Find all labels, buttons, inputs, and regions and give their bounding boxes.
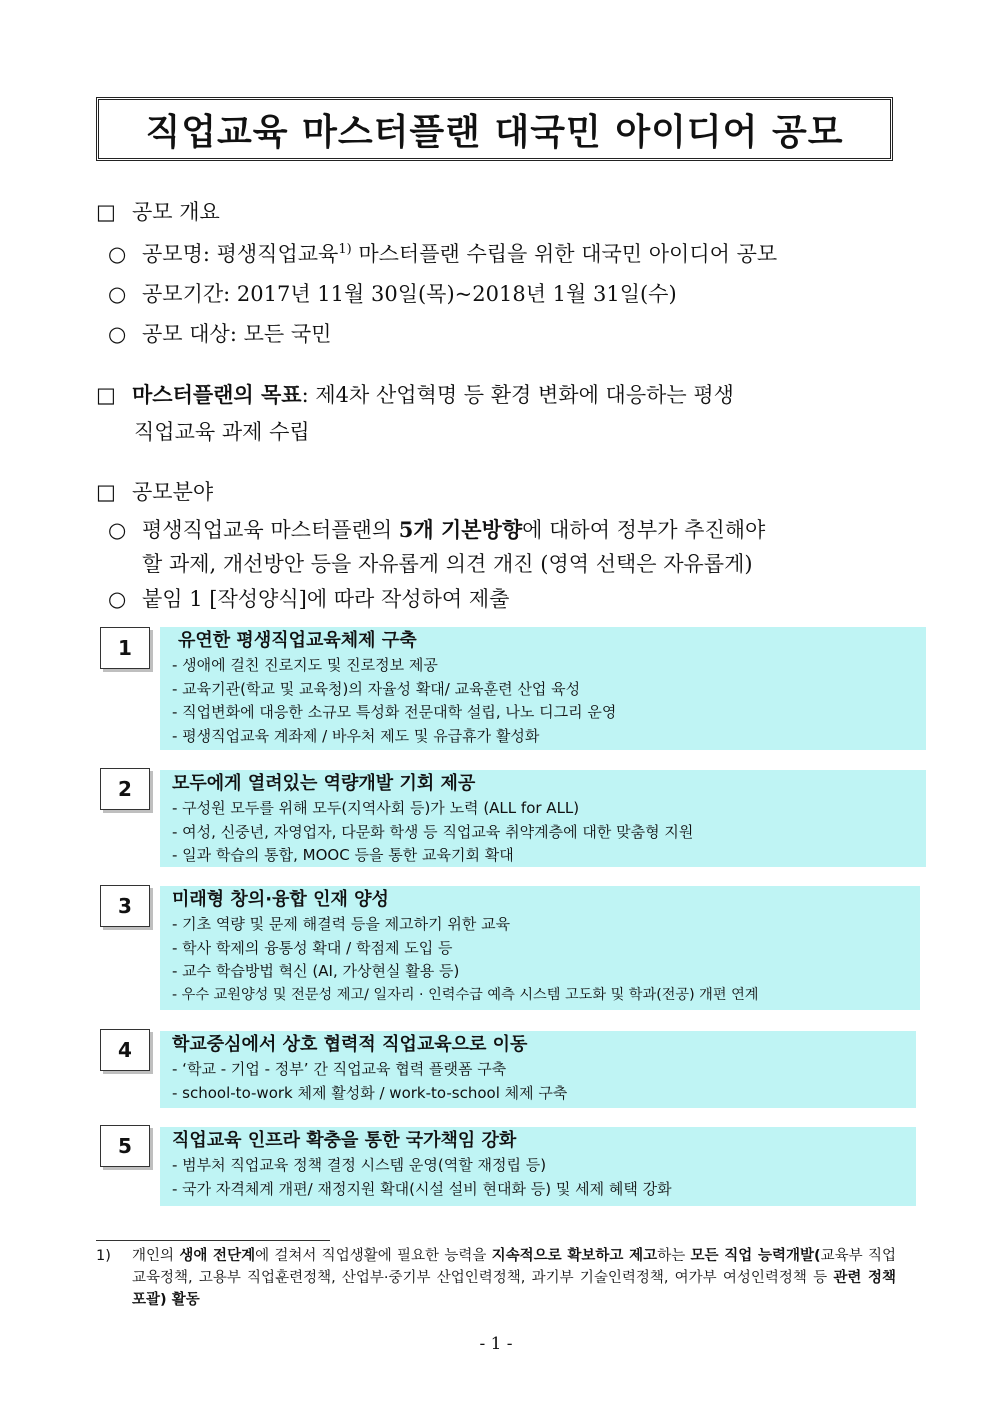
direction-number-badge: 2: [100, 768, 150, 810]
direction-panel-2: [160, 770, 926, 867]
direction-number-badge: 3: [100, 885, 150, 927]
direction-item: - 기초 역량 및 문제 해결력 등을 제고하기 위한 교육: [172, 915, 511, 933]
square-bullet-icon: □: [96, 383, 116, 407]
direction-panel-3: [160, 886, 920, 1010]
direction-item: - 평생직업교육 계좌제 / 바우처 제도 및 유급휴가 활성화: [172, 726, 540, 745]
direction-panel-1: [160, 627, 926, 750]
contest-target-item: ○ 공모 대상: 모든 국민: [108, 322, 332, 346]
contest-name-item: ○ 공모명: 평생직업교육$^{1)}$ 마스터플랜 수립을 위한 대국민 아이디어 공모: [108, 242, 778, 266]
document-title-box: [96, 97, 893, 161]
direction-item: - 국가 자격체계 개편/ 재정지원 확대(시설 설비 현대화 등) 및 세제 혜택 강화: [172, 1179, 672, 1198]
direction-item: - 구성원 모두를 위해 모두(지역사회 등)가 노력 (ALL for ALL): [172, 799, 580, 817]
direction-title: 학교중심에서 상호 협력적 직업교육으로 이동: [172, 1034, 528, 1055]
page-number: - 1 -: [479, 1334, 513, 1354]
direction-item: - 교수 학습방법 혁신 (AI, 가상현실 활용 등): [172, 962, 460, 980]
section-overview-heading: □ 공모 개요: [96, 200, 220, 224]
footnote-text: 개인의 생애 전단계에 걸쳐서 직업생활에 필요한 능력을 지속적으로 확보하고 제고하는 모든 직업 능력개발(교육부 직업교육정책, 고용부 직업훈련정책, 산업부·중기부 산업인력정책, 과기부 기술인력정책, 여가부 여성인력정책 등 관련 정책 포괄) 활동: [132, 1248, 896, 1308]
footnote: [96, 1245, 896, 1311]
direction-item: - 생애에 걸친 진로지도 및 진로정보 제공: [172, 656, 438, 674]
circle-bullet-icon: ○: [108, 587, 127, 611]
direction-title: 유연한 평생직업교육체제 구축: [178, 630, 417, 651]
direction-panel-4: [160, 1031, 916, 1108]
direction-title: 직업교육 인프라 확충을 통한 국가책임 강화: [172, 1130, 517, 1151]
direction-item: - school-to-work 체제 활성화 / work-to-school 체제 구축: [172, 1083, 568, 1102]
masterplan-goal-heading: □ 마스터플랜의 목표: 제4차 산업혁명 등 환경 변화에 대응하는 평생: [96, 382, 734, 407]
direction-item: - 일과 학습의 통합, MOOC 등을 통한 교육기회 확대: [172, 846, 514, 864]
direction-item: - 교육기관(학교 및 교육청)의 자율성 확대/ 교육훈련 산업 육성: [172, 679, 581, 698]
direction-item: - 범부처 직업교육 정책 결정 시스템 운영(역할 재정립 등): [172, 1156, 547, 1174]
direction-panel-5: [160, 1127, 916, 1206]
contest-period-item: ○ 공모기간: 2017년 11월 30일(목)~2018년 1월 31일(수): [108, 282, 677, 306]
field-description-item: ○ 평생직업교육 마스터플랜의 5개 기본방향에 대하여 정부가 추진해야: [108, 517, 766, 542]
submission-item: ○ 붙임 1 [작성양식]에 따라 작성하여 제출: [108, 587, 510, 611]
circle-bullet-icon: ○: [108, 322, 127, 346]
direction-number-badge: 4: [100, 1029, 150, 1071]
direction-item: - 우수 교원양성 및 전문성 제고/ 일자리 · 인력수급 예측 시스템 고도화 및 학과(전공) 개편 연계: [172, 986, 759, 1003]
direction-title: 미래형 창의·융합 인재 양성: [172, 889, 389, 910]
masterplan-goal-continuation: 직업교육 과제 수립: [134, 420, 310, 444]
footnote-ref[interactable]: 1): [338, 242, 352, 257]
square-bullet-icon: □: [96, 200, 116, 224]
footnote-mark: 1): [96, 1248, 111, 1264]
circle-bullet-icon: ○: [108, 282, 127, 306]
direction-number-badge: 1: [100, 627, 150, 669]
direction-item: - 학사 학제의 융통성 확대 / 학점제 도입 등: [172, 938, 453, 957]
footnote-divider: [96, 1240, 330, 1241]
direction-item: - ‘학교 - 기업 - 정부’ 간 직업교육 협력 플랫폼 구축: [172, 1060, 507, 1078]
direction-item: - 직업변화에 대응한 소규모 특성화 전문대학 설립, 나노 디그리 운영: [172, 703, 617, 721]
square-bullet-icon: □: [96, 480, 116, 504]
direction-number-badge: 5: [100, 1125, 150, 1167]
document-title: 직업교육 마스터플랜 대국민 아이디어 공모: [145, 111, 844, 153]
contest-field-heading: □ 공모분야: [96, 480, 214, 504]
direction-item: - 여성, 신중년, 자영업자, 다문화 학생 등 직업교육 취약계층에 대한 맞춤형 지원: [172, 822, 694, 841]
field-description-continuation: 할 과제, 개선방안 등을 자유롭게 의견 개진 (영역 선택은 자유롭게): [142, 552, 753, 576]
direction-title: 모두에게 열려있는 역량개발 기회 제공: [172, 773, 476, 794]
circle-bullet-icon: ○: [108, 242, 127, 266]
circle-bullet-icon: ○: [108, 518, 127, 542]
